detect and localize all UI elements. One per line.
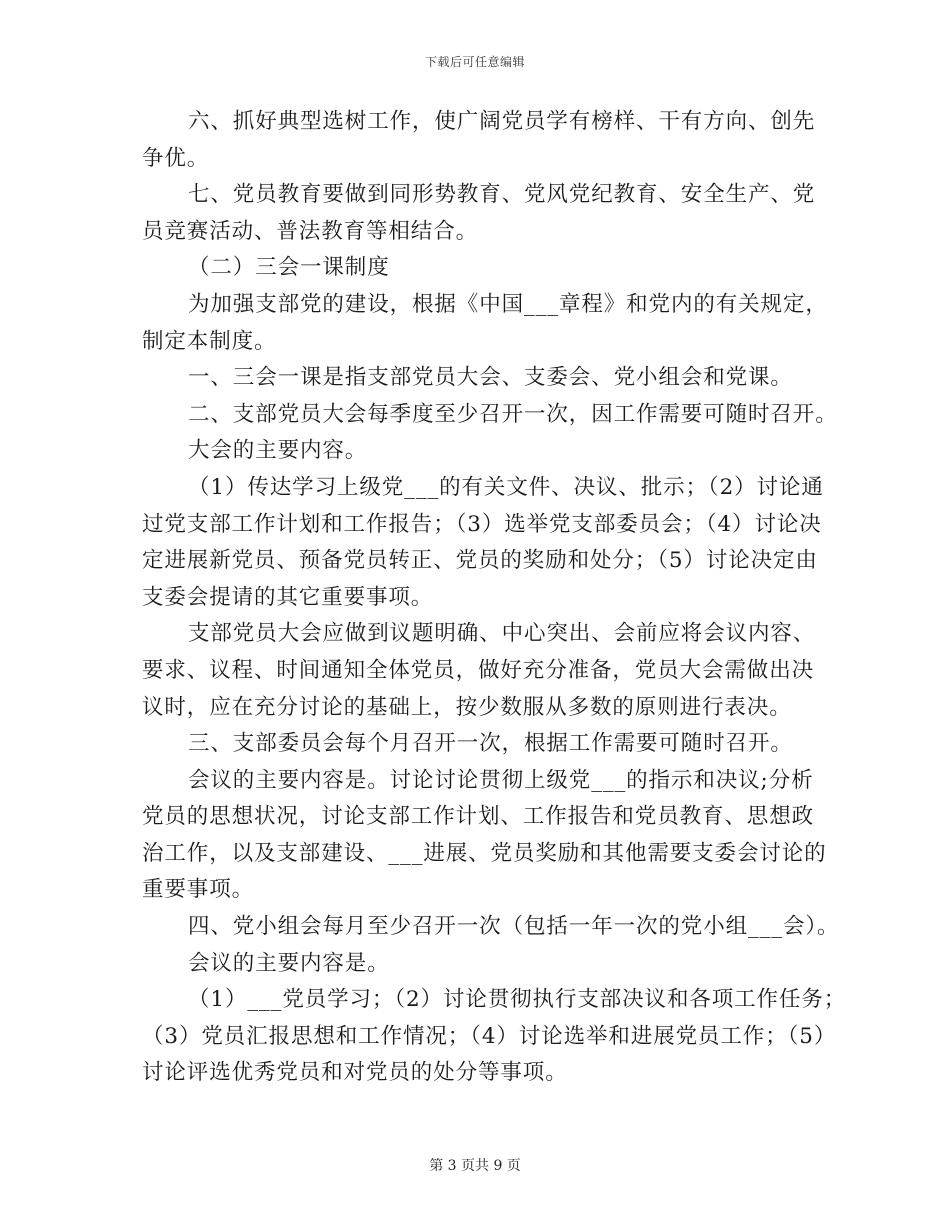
- paragraph-line: （3）党员汇报思想和工作情况；（4）讨论选举和进展党员工作；（5）: [142, 1023, 837, 1049]
- paragraph-line: 争优。: [142, 145, 210, 171]
- paragraph-line: 制定本制度。: [142, 328, 277, 354]
- paragraph-line: （1）___党员学习；（2）讨论贯彻执行支部决议和各项工作任务；: [188, 987, 847, 1013]
- page-header: 下载后可任意编辑: [424, 55, 525, 69]
- paragraph-line: 定进展新党员、预备党员转正、党员的奖励和处分；（5）讨论决定由: [142, 548, 818, 574]
- paragraph-line: 支部党员大会应做到议题明确、中心突出、会前应将会议内容、: [188, 621, 816, 647]
- paragraph-line: 大会的主要内容。: [188, 438, 368, 464]
- paragraph-line: 一、三会一课是指支部党员大会、支委会、党小组会和党课。: [188, 365, 793, 391]
- paragraph-line: 会议的主要内容是。: [188, 950, 390, 976]
- paragraph-line: 六、抓好典型选树工作，使广阔党员学有榜样、干有方向、创先: [188, 109, 816, 134]
- page-number: 第 3 页共 9 页: [429, 1158, 521, 1174]
- paragraph-line: 议时，应在充分讨论的基础上，按少数服从多数的原则进行表决。: [142, 694, 792, 720]
- paragraph-line: 重要事项。: [142, 877, 255, 903]
- paragraph-line: 治工作，以及支部建设、___进展、党员奖励和其他需要支委会讨论的: [142, 840, 827, 866]
- paragraph-line: 党员的思想状况，讨论支部工作计划、工作报告和党员教育、思想政: [142, 804, 815, 830]
- paragraph-line: 支委会提请的其它重要事项。: [142, 584, 434, 610]
- paragraph-line: 为加强支部党的建设，根据《中国___章程》和党内的有关规定，: [188, 291, 828, 317]
- paragraph-line: 三、支部委员会每个月召开一次，根据工作需要可随时召开。: [188, 731, 793, 757]
- paragraph-line: 四、党小组会每月至少召开一次（包括一年一次的党小组___会）。: [188, 914, 840, 940]
- paragraph-line: （1）传达学习上级党___的有关文件、决议、批示；（2）讨论通: [188, 474, 824, 500]
- paragraph-line: 会议的主要内容是。讨论讨论贯彻上级党___的指示和决议;分析: [188, 767, 814, 793]
- paragraph-line: 要求、议程、时间通知全体党员，做好充分准备，党员大会需做出决: [142, 657, 815, 683]
- paragraph-line: 讨论评选优秀党员和对党员的处分等事项。: [142, 1060, 568, 1086]
- document-body: [142, 104, 847, 1092]
- section-heading: （二）三会一课制度: [188, 255, 390, 281]
- paragraph-line: 二、支部党员大会每季度至少召开一次，因工作需要可随时召开。: [188, 401, 838, 427]
- paragraph-line: 员竞赛活动、普法教育等相结合。: [142, 218, 479, 244]
- paragraph-line: 过党支部工作计划和工作报告；（3）选举党支部委员会；（4）讨论决: [142, 511, 822, 537]
- paragraph-line: 七、党员教育要做到同形势教育、党风党纪教育、安全生产、党: [188, 182, 816, 208]
